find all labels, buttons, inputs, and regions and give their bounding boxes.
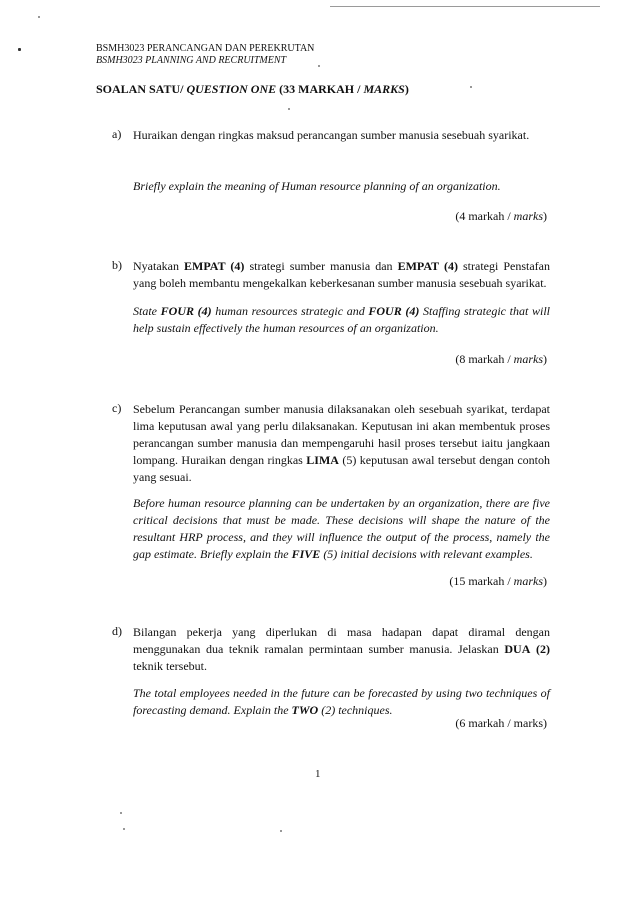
question-b-malay: Nyatakan EMPAT (4) strategi sumber manusia dan EMPAT (4) strategi Penstafan yang boleh membantu mengekalkan keberkesanan sumber manusia sesebuah syarikat. bbox=[133, 259, 551, 290]
question-b-english: State FOUR (4) human resources strategic and FOUR (4) Staffing strategic that will help sustain effectively the human resources of an organization. bbox=[133, 304, 550, 335]
scan-speck bbox=[288, 108, 290, 110]
scan-speck bbox=[38, 16, 40, 18]
course-header-malay: BSMH3023 PERANCANGAN DAN PEREKRUTAN bbox=[96, 43, 315, 54]
question-d-malay: Bilangan pekerja yang diperlukan di masa hadapan dapat diramal dengan menggunakan dua teknik ramalan permintaan sumber manusia. Jelaskan DUA (2) teknik tersebut. bbox=[133, 625, 550, 673]
scan-speck bbox=[18, 48, 21, 51]
question-letter-c: c) bbox=[112, 401, 122, 415]
course-header-english: BSMH3023 PLANNING AND RECRUITMENT bbox=[96, 55, 287, 66]
question-a-english: Briefly explain the meaning of Human resource planning of an organization. bbox=[133, 179, 501, 193]
scan-speck bbox=[318, 65, 320, 67]
question-a-marks: (4 markah / marks) bbox=[455, 209, 547, 223]
question-d-marks: (6 markah / marks) bbox=[455, 716, 547, 730]
scan-speck bbox=[280, 830, 282, 832]
question-letter-a: a) bbox=[112, 127, 122, 141]
question-letter-b: b) bbox=[112, 258, 122, 272]
question-c-marks: (15 markah / marks) bbox=[449, 574, 547, 588]
scan-top-line bbox=[330, 6, 600, 7]
question-title: SOALAN SATU/ QUESTION ONE (33 MARKAH / MARKS) bbox=[96, 82, 409, 96]
question-b-marks: (8 markah / marks) bbox=[455, 352, 547, 366]
scan-speck bbox=[470, 86, 472, 88]
question-c-malay: Sebelum Perancangan sumber manusia dilaksanakan oleh sesebuah syarikat, terdapat lima keputusan awal yang perlu dilaksanakan. Keputusan ini akan membentuk proses perancangan sumber manusia dan mempengaruhi hasil proses tersebut iaitu jangkaan lompang. Huraikan dengan ringkas LIMA (5) keputusan awal tersebut dengan contoh yang sesuai. bbox=[133, 402, 550, 484]
scan-speck bbox=[123, 828, 125, 830]
question-d-english: The total employees needed in the future can be forecasted by using two techniques of forecasting demand. Explain the TWO (2) techniques. bbox=[133, 686, 550, 717]
question-a-malay: Huraikan dengan ringkas maksud perancangan sumber manusia sesebuah syarikat. bbox=[133, 128, 530, 142]
question-letter-d: d) bbox=[112, 624, 122, 638]
question-c-english: Before human resource planning can be undertaken by an organization, there are five critical decisions that must be made. These decisions will shape the nature of the resultant HRP process, and they will influence the output of the process, namely the gap estimate. Briefly explain the FIVE (5) initial decisions with relevant examples. bbox=[133, 496, 550, 561]
scan-speck bbox=[120, 812, 122, 814]
page-number: 1 bbox=[315, 768, 321, 780]
